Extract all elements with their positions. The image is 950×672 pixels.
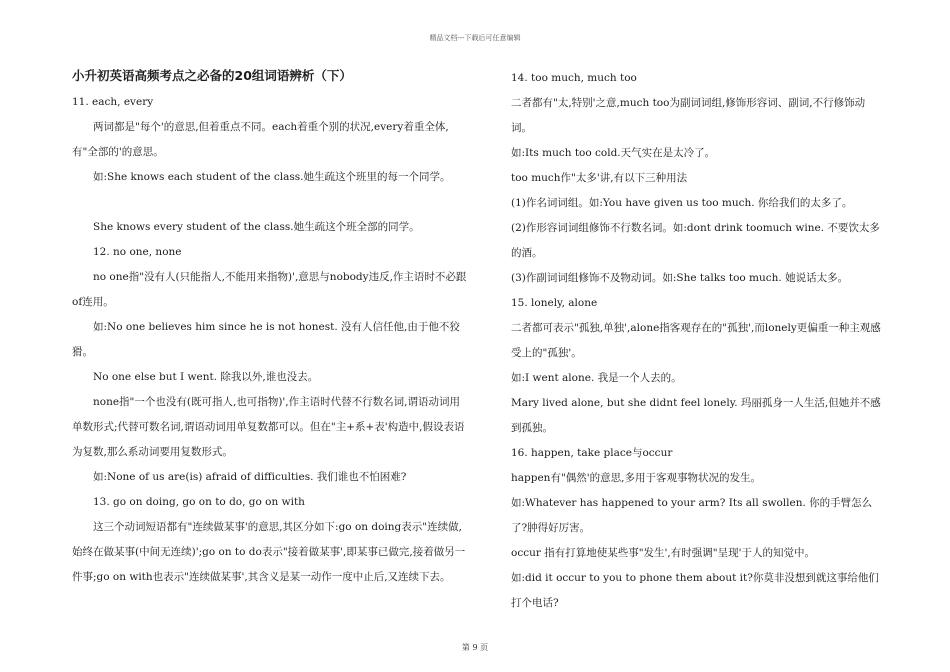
paragraph: Mary lived alone, but she didnt feel lonely. 玛丽孤身一人生活,但她并不感到孤独。 xyxy=(511,397,881,434)
paragraph: 16. happen, take place与occur xyxy=(511,447,673,459)
left-column xyxy=(72,66,467,590)
paragraph: 这三个动词短语都有"连续做某事'的意思,其区分如下:go on doing表示"连续做,始终在做某事(中间无连续)';go on to do表示"接着做某事',即某事已做完,接着做另一件事;go on with也表示"连续做某事',其含义是某一动作一度中止后,又连续下去。 xyxy=(72,521,466,583)
paragraph: 二者都可表示"孤独,单独',alone指客观存在的"孤独',而lonely更偏重一种主观感受上的"孤独'。 xyxy=(511,322,881,359)
paragraph: 11. each, every xyxy=(72,96,154,108)
paragraph: 如:No one believes him since he is not honest. 没有人信任他,由于他不狡猾。 xyxy=(72,321,460,358)
paragraph: 两词都是"每个'的意思,但着重点不同。each着重个别的状况,every着重全体,有"全部的'的意思。 xyxy=(72,121,449,158)
left-column-body xyxy=(72,90,467,590)
paragraph: 14. too much, much too xyxy=(511,72,637,84)
page-number: 第 9 页 xyxy=(461,643,489,652)
right-column xyxy=(511,66,881,616)
paragraph: 如:None of us are(is) afraid of difficulties. 我们谁也不怕困难? xyxy=(93,471,407,483)
page-header: 精品文档---下载后可任意编辑 xyxy=(429,34,521,42)
paragraph: (1)作名词词组。如:You have given us too much. 你给我们的太多了。 xyxy=(511,197,853,209)
paragraph: happen有"偶然'的意思,多用于客观事物状况的发生。 xyxy=(511,472,761,484)
paragraph: too much作"太多'讲,有以下三种用法 xyxy=(511,172,688,184)
paragraph: 13. go on doing, go on to do, go on with xyxy=(93,496,305,508)
right-column-body xyxy=(511,66,881,616)
paragraph: 如:did it occur to you to phone them about it?你莫非没想到就这事给他们打个电话? xyxy=(511,572,879,609)
paragraph: 12. no one, none xyxy=(93,246,182,258)
paragraph: no one指"没有人(只能指人,不能用来指物)',意思与nobody违反,作主语时不必跟of连用。 xyxy=(72,271,467,308)
blank-line xyxy=(72,190,467,215)
paragraph: 如:I went alone. 我是一个人去的。 xyxy=(511,372,682,384)
document-title: 小升初英语高频考点之必备的20组词语辨析（下） xyxy=(72,68,352,83)
paragraph: (3)作副词词组修饰不及物动词。如:She talks too much. 她说话太多。 xyxy=(511,272,849,284)
paragraph: (2)作形容词词组修饰不行数名词。如:dont drink toomuch wine. 不要饮太多的酒。 xyxy=(511,222,880,259)
paragraph: none指"一个也没有(既可指人,也可指物)',作主语时代替不行数名词,谓语动词用单数形式;代替可数名词,谓语动词用单复数都可以。但在"主+系+表'构造中,假设表语为复数,那么系动词要用复数形式。 xyxy=(72,396,465,458)
paragraph: 15. lonely, alone xyxy=(511,297,598,309)
paragraph: She knows every student of the class.她生疏这个班全部的同学。 xyxy=(93,221,420,233)
paragraph: 如:She knows each student of the class.她生疏这个班里的每一个同学。 xyxy=(93,171,451,183)
paragraph: No one else but I went. 除我以外,谁也没去。 xyxy=(93,371,319,383)
paragraph: 二者都有"太,特别'之意,much too为副词词组,修饰形容词、副词,不行修饰动词。 xyxy=(511,97,866,134)
paragraph: occur 指有打算地使某些事"发生',有时强调"呈现'于人的知觉中。 xyxy=(511,547,815,559)
paragraph: 如:Whatever has happened to your arm? Its all swollen. 你的手臂怎么了?肿得好厉害。 xyxy=(511,497,873,534)
paragraph: 如:Its much too cold.天气实在是太冷了。 xyxy=(511,147,716,159)
